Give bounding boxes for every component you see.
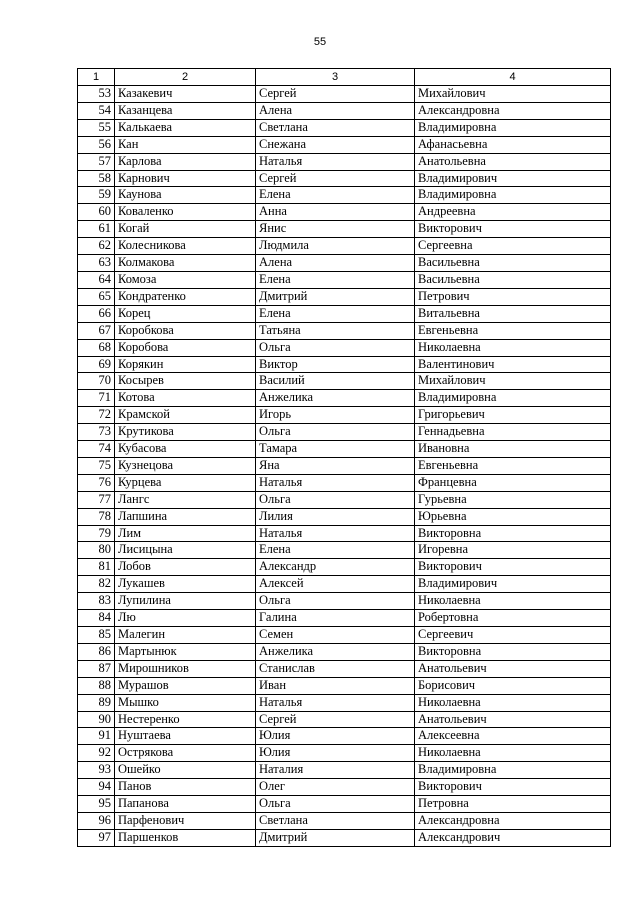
table-row	[78, 474, 611, 491]
table-row	[78, 102, 611, 119]
table-row	[78, 796, 611, 813]
cell-patronymic: Владимировна	[415, 119, 611, 136]
cell-patronymic: Гурьевна	[415, 491, 611, 508]
cell-surname: Лим	[115, 525, 256, 542]
cell-patronymic: Валентинович	[415, 356, 611, 373]
cell-surname: Лю	[115, 610, 256, 627]
cell-name: Александр	[256, 559, 415, 576]
cell-number: 91	[78, 728, 115, 745]
cell-surname: Колмакова	[115, 255, 256, 272]
cell-surname: Каунова	[115, 187, 256, 204]
roster-table	[77, 68, 611, 847]
cell-patronymic: Сергеевич	[415, 627, 611, 644]
cell-patronymic: Викторовна	[415, 643, 611, 660]
cell-name: Снежана	[256, 136, 415, 153]
table-row	[78, 221, 611, 238]
cell-patronymic: Владимирович	[415, 170, 611, 187]
cell-name: Виктор	[256, 356, 415, 373]
cell-number: 94	[78, 779, 115, 796]
cell-surname: Мирошников	[115, 660, 256, 677]
cell-name: Алена	[256, 102, 415, 119]
cell-name: Юлия	[256, 728, 415, 745]
cell-surname: Коваленко	[115, 204, 256, 221]
table-row	[78, 441, 611, 458]
cell-name: Наталья	[256, 474, 415, 491]
cell-patronymic: Николаевна	[415, 593, 611, 610]
cell-surname: Мышко	[115, 694, 256, 711]
cell-number: 58	[78, 170, 115, 187]
cell-surname: Ошейко	[115, 762, 256, 779]
table-row	[78, 711, 611, 728]
cell-surname: Кузнецова	[115, 457, 256, 474]
cell-patronymic: Афанасьевна	[415, 136, 611, 153]
table-row	[78, 728, 611, 745]
table-row	[78, 812, 611, 829]
cell-name: Семен	[256, 627, 415, 644]
cell-number: 62	[78, 238, 115, 255]
table-row	[78, 204, 611, 221]
cell-patronymic: Александрович	[415, 829, 611, 846]
cell-number: 88	[78, 677, 115, 694]
cell-surname: Острякова	[115, 745, 256, 762]
cell-number: 74	[78, 441, 115, 458]
cell-patronymic: Михайлович	[415, 373, 611, 390]
cell-patronymic: Сергеевна	[415, 238, 611, 255]
cell-surname: Мартынюк	[115, 643, 256, 660]
cell-name: Олег	[256, 779, 415, 796]
cell-number: 55	[78, 119, 115, 136]
cell-surname: Кубасова	[115, 441, 256, 458]
cell-number: 63	[78, 255, 115, 272]
cell-patronymic: Витальевна	[415, 305, 611, 322]
cell-number: 61	[78, 221, 115, 238]
cell-surname: Корякин	[115, 356, 256, 373]
cell-patronymic: Андреевна	[415, 204, 611, 221]
table-row	[78, 288, 611, 305]
cell-patronymic: Николаевна	[415, 745, 611, 762]
cell-name: Алексей	[256, 576, 415, 593]
cell-surname: Кондратенко	[115, 288, 256, 305]
cell-number: 67	[78, 322, 115, 339]
table-row	[78, 136, 611, 153]
cell-name: Ольга	[256, 593, 415, 610]
cell-surname: Казакевич	[115, 86, 256, 103]
cell-number: 89	[78, 694, 115, 711]
table-row	[78, 170, 611, 187]
cell-name: Елена	[256, 542, 415, 559]
cell-number: 79	[78, 525, 115, 542]
table-row	[78, 779, 611, 796]
cell-number: 72	[78, 407, 115, 424]
cell-surname: Папанова	[115, 796, 256, 813]
cell-number: 86	[78, 643, 115, 660]
cell-patronymic: Владимировна	[415, 187, 611, 204]
cell-patronymic: Александровна	[415, 812, 611, 829]
cell-name: Наталья	[256, 153, 415, 170]
cell-number: 59	[78, 187, 115, 204]
cell-patronymic: Викторовна	[415, 525, 611, 542]
table-row	[78, 525, 611, 542]
cell-patronymic: Юрьевна	[415, 508, 611, 525]
cell-surname: Паршенков	[115, 829, 256, 846]
table-row	[78, 373, 611, 390]
cell-number: 82	[78, 576, 115, 593]
cell-patronymic: Викторович	[415, 221, 611, 238]
cell-patronymic: Васильевна	[415, 255, 611, 272]
table-row	[78, 407, 611, 424]
cell-name: Юлия	[256, 745, 415, 762]
cell-patronymic: Викторович	[415, 559, 611, 576]
cell-name: Светлана	[256, 119, 415, 136]
cell-surname: Лукашев	[115, 576, 256, 593]
cell-number: 68	[78, 339, 115, 356]
cell-name: Светлана	[256, 812, 415, 829]
table-row	[78, 643, 611, 660]
column-header-surname: 2	[115, 69, 256, 86]
cell-surname: Нестеренко	[115, 711, 256, 728]
cell-name: Елена	[256, 187, 415, 204]
cell-name: Наталия	[256, 762, 415, 779]
cell-patronymic: Петровна	[415, 796, 611, 813]
cell-name: Ольга	[256, 796, 415, 813]
cell-name: Тамара	[256, 441, 415, 458]
table-row	[78, 559, 611, 576]
cell-number: 64	[78, 271, 115, 288]
cell-patronymic: Викторович	[415, 779, 611, 796]
cell-patronymic: Михайлович	[415, 86, 611, 103]
cell-number: 65	[78, 288, 115, 305]
cell-surname: Когай	[115, 221, 256, 238]
table-row	[78, 86, 611, 103]
cell-patronymic: Алексеевна	[415, 728, 611, 745]
cell-number: 77	[78, 491, 115, 508]
cell-number: 69	[78, 356, 115, 373]
cell-name: Сергей	[256, 711, 415, 728]
cell-number: 71	[78, 390, 115, 407]
cell-surname: Колесникова	[115, 238, 256, 255]
cell-name: Василий	[256, 373, 415, 390]
cell-patronymic: Анатольевич	[415, 660, 611, 677]
cell-name: Наталья	[256, 694, 415, 711]
cell-surname: Лапшина	[115, 508, 256, 525]
cell-number: 56	[78, 136, 115, 153]
table-row	[78, 356, 611, 373]
page-number: 55	[313, 36, 327, 48]
cell-name: Алена	[256, 255, 415, 272]
cell-patronymic: Борисович	[415, 677, 611, 694]
cell-patronymic: Петрович	[415, 288, 611, 305]
cell-surname: Парфенович	[115, 812, 256, 829]
table-row	[78, 238, 611, 255]
table-row	[78, 593, 611, 610]
cell-number: 60	[78, 204, 115, 221]
table-row	[78, 305, 611, 322]
cell-name: Ольга	[256, 424, 415, 441]
cell-name: Ольга	[256, 339, 415, 356]
cell-surname: Косырев	[115, 373, 256, 390]
cell-surname: Комоза	[115, 271, 256, 288]
cell-patronymic: Григорьевич	[415, 407, 611, 424]
cell-name: Людмила	[256, 238, 415, 255]
cell-surname: Котова	[115, 390, 256, 407]
cell-number: 75	[78, 457, 115, 474]
cell-number: 84	[78, 610, 115, 627]
cell-patronymic: Ивановна	[415, 441, 611, 458]
table-row	[78, 610, 611, 627]
cell-name: Елена	[256, 305, 415, 322]
cell-number: 66	[78, 305, 115, 322]
cell-surname: Крамской	[115, 407, 256, 424]
cell-name: Сергей	[256, 170, 415, 187]
cell-surname: Корец	[115, 305, 256, 322]
cell-surname: Карлова	[115, 153, 256, 170]
cell-name: Янис	[256, 221, 415, 238]
cell-name: Дмитрий	[256, 288, 415, 305]
cell-number: 80	[78, 542, 115, 559]
table-row	[78, 745, 611, 762]
table-row	[78, 677, 611, 694]
table-row	[78, 424, 611, 441]
cell-surname: Лисицына	[115, 542, 256, 559]
cell-number: 57	[78, 153, 115, 170]
cell-number: 81	[78, 559, 115, 576]
cell-name: Анжелика	[256, 643, 415, 660]
cell-number: 78	[78, 508, 115, 525]
table-row	[78, 627, 611, 644]
table-row	[78, 694, 611, 711]
cell-number: 73	[78, 424, 115, 441]
cell-patronymic: Николаевна	[415, 694, 611, 711]
cell-surname: Мурашов	[115, 677, 256, 694]
table-row	[78, 322, 611, 339]
cell-name: Ольга	[256, 491, 415, 508]
cell-name: Татьяна	[256, 322, 415, 339]
cell-name: Лилия	[256, 508, 415, 525]
cell-surname: Крутикова	[115, 424, 256, 441]
table-row	[78, 491, 611, 508]
cell-number: 95	[78, 796, 115, 813]
table-row	[78, 576, 611, 593]
cell-patronymic: Александровна	[415, 102, 611, 119]
cell-number: 54	[78, 102, 115, 119]
cell-number: 90	[78, 711, 115, 728]
cell-surname: Лупилина	[115, 593, 256, 610]
table-row	[78, 339, 611, 356]
table-header-row	[78, 69, 611, 86]
cell-surname: Коробова	[115, 339, 256, 356]
cell-name: Станислав	[256, 660, 415, 677]
cell-name: Дмитрий	[256, 829, 415, 846]
cell-patronymic: Николаевна	[415, 339, 611, 356]
cell-surname: Кан	[115, 136, 256, 153]
table-row	[78, 153, 611, 170]
cell-surname: Малегин	[115, 627, 256, 644]
cell-patronymic: Анатольевич	[415, 711, 611, 728]
cell-patronymic: Владимировна	[415, 390, 611, 407]
cell-patronymic: Игоревна	[415, 542, 611, 559]
table-row	[78, 271, 611, 288]
table-row	[78, 829, 611, 846]
column-header-number: 1	[78, 69, 115, 86]
table-row	[78, 255, 611, 272]
cell-surname: Лобов	[115, 559, 256, 576]
cell-name: Галина	[256, 610, 415, 627]
cell-number: 53	[78, 86, 115, 103]
cell-patronymic: Евгеньевна	[415, 457, 611, 474]
cell-number: 96	[78, 812, 115, 829]
cell-surname: Коробкова	[115, 322, 256, 339]
table-row	[78, 542, 611, 559]
cell-name: Анжелика	[256, 390, 415, 407]
cell-name: Елена	[256, 271, 415, 288]
cell-surname: Панов	[115, 779, 256, 796]
table-row	[78, 390, 611, 407]
cell-patronymic: Владимировна	[415, 762, 611, 779]
cell-patronymic: Геннадьевна	[415, 424, 611, 441]
cell-surname: Лангс	[115, 491, 256, 508]
cell-name: Наталья	[256, 525, 415, 542]
column-header-patronymic: 4	[415, 69, 611, 86]
cell-number: 83	[78, 593, 115, 610]
table-row	[78, 187, 611, 204]
cell-number: 92	[78, 745, 115, 762]
cell-surname: Нуштаева	[115, 728, 256, 745]
cell-patronymic: Евгеньевна	[415, 322, 611, 339]
cell-number: 97	[78, 829, 115, 846]
cell-patronymic: Анатольевна	[415, 153, 611, 170]
cell-number: 85	[78, 627, 115, 644]
cell-number: 70	[78, 373, 115, 390]
cell-name: Яна	[256, 457, 415, 474]
table-row	[78, 508, 611, 525]
table-row	[78, 119, 611, 136]
cell-number: 87	[78, 660, 115, 677]
cell-name: Иван	[256, 677, 415, 694]
cell-patronymic: Владимирович	[415, 576, 611, 593]
cell-patronymic: Францевна	[415, 474, 611, 491]
cell-patronymic: Робертовна	[415, 610, 611, 627]
cell-name: Игорь	[256, 407, 415, 424]
table-row	[78, 762, 611, 779]
cell-surname: Казанцева	[115, 102, 256, 119]
column-header-name: 3	[256, 69, 415, 86]
cell-name: Анна	[256, 204, 415, 221]
cell-surname: Калькаева	[115, 119, 256, 136]
table-row	[78, 457, 611, 474]
cell-surname: Карнович	[115, 170, 256, 187]
cell-number: 93	[78, 762, 115, 779]
table-row	[78, 660, 611, 677]
cell-number: 76	[78, 474, 115, 491]
cell-name: Сергей	[256, 86, 415, 103]
cell-surname: Курцева	[115, 474, 256, 491]
cell-patronymic: Васильевна	[415, 271, 611, 288]
